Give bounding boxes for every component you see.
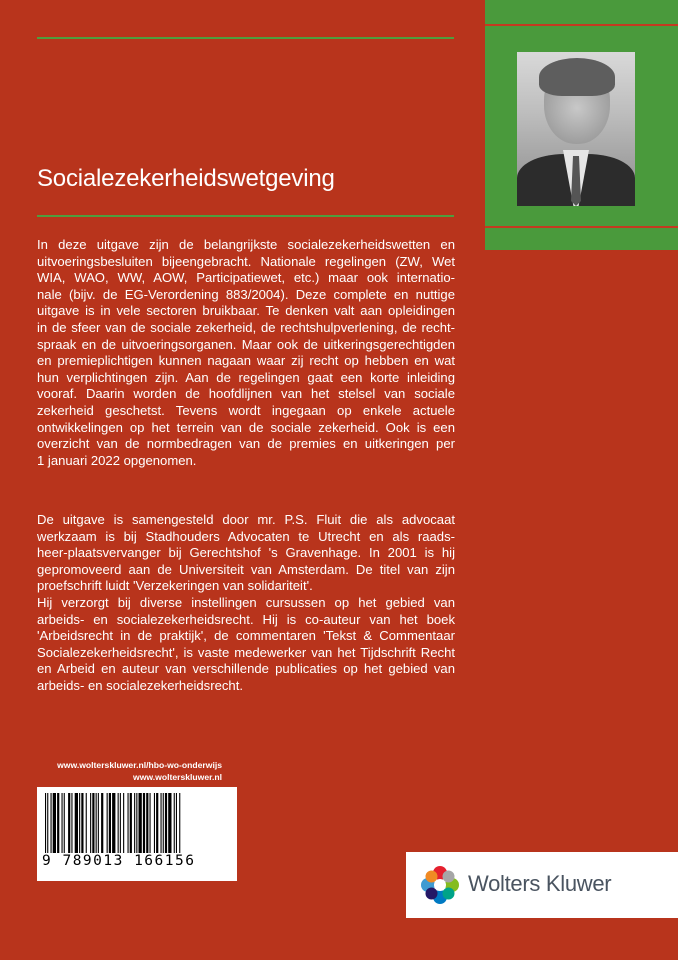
book-title: Socialezekerheidswetgeving	[37, 165, 335, 192]
publisher-name: Wolters Kluwer	[468, 871, 612, 896]
description-line: en premieplichtigen kunnen nagaan waar zij recht op hebben en wat	[37, 353, 455, 369]
description-line: 1 januari 2022 opgenomen.	[37, 452, 197, 468]
description-line: uitgave is in vele sectoren bruikbaar. Te denken valt aan opleidingen	[37, 303, 455, 319]
description-line: In deze uitgave zijn de belangrijkste socialezekerheidswetten en	[37, 237, 455, 252]
author-line: Hij verzorgt bij diverse instellingen cursussen op het gebied van	[37, 594, 455, 610]
description-paragraph	[37, 237, 455, 469]
description-line: overzicht van de normbedragen van de premies en uitkeringen per	[37, 436, 455, 452]
barcode-number: 9 789013 166156	[42, 853, 196, 869]
description-line: nale (bijv. de EG-Verordening 883/2004). Deze complete en nuttige	[37, 286, 455, 302]
description-line: ontwikkelingen op het terrein van de sociale zekerheid. Ook is een	[37, 419, 455, 435]
description-line: zekerheid geschetst. Tevens wordt ingegaan op enkele actuele	[37, 402, 455, 418]
panel-top-rule	[485, 24, 678, 26]
author-line: proefschrift luidt 'Verzekeringen van solidariteit'.	[37, 578, 313, 594]
author-line: en Arbeid en auteur van verschillende publicaties op het gebied van	[37, 661, 455, 677]
author-photo	[517, 52, 635, 206]
author-line: werkzaam is bij Stadhouders Advocaten te Utrecht en als raads-	[37, 528, 455, 544]
url-link-primary[interactable]: www.wolterskluwer.nl/hbo-wo-onderwijs	[57, 760, 222, 770]
panel-bottom-rule	[485, 226, 678, 228]
author-line: gepromoveerd aan de Universiteit van Amsterdam. De titel van zijn	[37, 561, 455, 577]
author-line: De uitgave is samengesteld door mr. P.S. Fluit die als advocaat	[37, 512, 455, 527]
isbn-barcode	[37, 787, 237, 881]
publisher-urls	[37, 759, 222, 783]
top-divider	[37, 37, 454, 39]
description-line: hun verplichtingen zijn. Aan de regelingen gaat een korte inleiding	[37, 369, 455, 385]
description-line: spraak en de uitvoeringsorganen. Maar ook de uitkeringsgerechtigden	[37, 336, 455, 352]
description-line: uitvoeringsbesluiten bijeengebracht. Nationale regelingen (ZW, Wet	[37, 253, 455, 269]
wolters-kluwer-logo-icon	[420, 865, 460, 905]
description-line: in de sfeer van de sociale zekerheid, de rechtshulpverlening, de recht-	[37, 319, 455, 335]
barcode-bars	[43, 793, 231, 853]
author-line: arbeids- en socialezekerheidsrecht. Hij is co-auteur van het boek	[37, 611, 455, 627]
url-link-secondary[interactable]: www.wolterskluwer.nl	[133, 772, 222, 782]
author-paragraph	[37, 512, 455, 695]
publisher-logo	[406, 852, 678, 918]
author-line: Socialezekerheidsrecht', is vaste medewerker van het Tijdschrift Recht	[37, 644, 455, 660]
title-divider	[37, 215, 454, 217]
author-line: arbeids- en socialezekerheidsrecht.	[37, 677, 243, 693]
description-line: WIA, WAO, WW, AOW, Participatiewet, etc.) maar ook internatio-	[37, 270, 455, 286]
author-line: heer-plaatsvervanger bij Gerechtshof 's Gravenhage. In 2001 is hij	[37, 545, 455, 561]
description-line: vooraf. Daarin worden de hoofdlijnen van het stelsel van sociale	[37, 386, 455, 402]
author-line: 'Arbeidsrecht in de praktijk', de commentaren 'Tekst & Commentaar	[37, 628, 455, 644]
